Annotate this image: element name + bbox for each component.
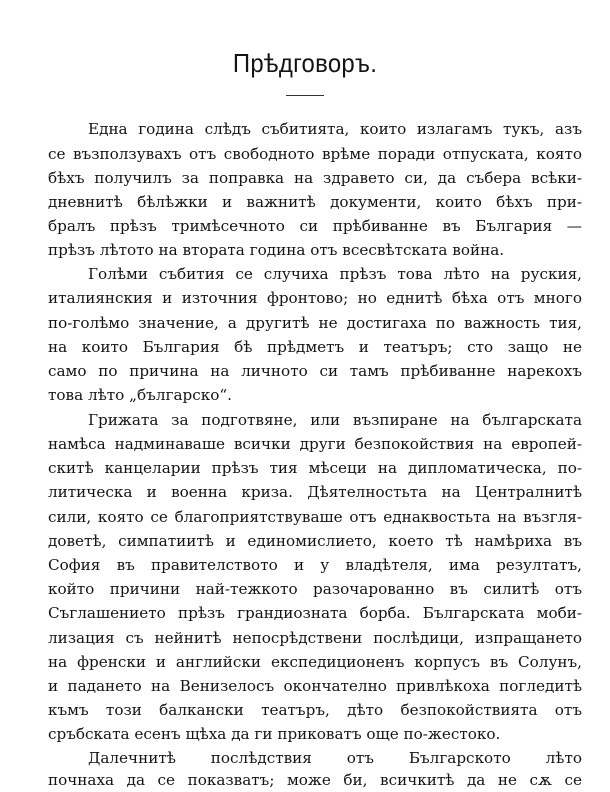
title-divider — [286, 95, 324, 96]
paragraph-2-line-2: италиянския и източния фронтово; но еднитѣ бѣха отъ много — [48, 289, 582, 307]
paragraph-3-line-6: довeтѣ, симпатиитѣ и единомислието, което тѣ намѣриха въ — [48, 532, 582, 550]
paragraph-2-line-4: на които България бѣ прѣдметъ и театъръ; сто защо не — [48, 338, 582, 356]
paragraph-4-line-1: Далечнитѣ послѣдствия отъ Българското лѣто — [88, 749, 582, 767]
paragraph-1-line-6: прѣзъ лѣтото на втората година отъ всесвѣтската война. — [48, 241, 505, 259]
paragraph-3-line-5: сили, която се благоприятствуваше отъ еднаквостьта на възгля- — [48, 508, 582, 526]
paragraph-1-line-4: дневнитѣ бѣлѣжки и важнитѣ документи, които бѣхъ при- — [48, 193, 582, 211]
paragraph-3-line-14: сръбската есенъ щѣха да ги приковатъ още по-жестоко. — [48, 725, 501, 743]
paragraph-3-line-7: София въ правителството и у владѣтеля, има резултатъ, — [48, 556, 582, 574]
paragraph-3-line-12: и падането на Венизелосъ окончателно привлѣкоха погледитѣ — [48, 677, 582, 695]
paragraph-3-line-4: литическа и военна криза. Дѣятелностьта на Централнитѣ — [48, 483, 582, 501]
paragraph-1-line-5: бралъ прѣзъ тримѣсечното си прѣбиванне въ България — — [48, 217, 582, 235]
paragraph-3-line-2: намѣса надминаваше всички други безпокойствия на европей- — [48, 435, 582, 453]
paragraph-2-line-3: по-голѣмо значение, а другитѣ не достигаха по важность тия, — [48, 314, 582, 332]
paragraph-1-line-1: Една година слѣдъ събитията, които излагамъ тукъ, азъ — [88, 120, 582, 138]
paragraph-2-line-5: само по причина на личното си тамъ прѣбиванне нарекохъ — [48, 362, 582, 380]
paragraph-1-line-2: се възползувахъ отъ свободното врѣме поради отпуската, която — [48, 145, 582, 163]
paragraph-2-line-6: това лѣто „българско“. — [48, 386, 232, 404]
paragraph-3-line-8: който причини най-тежкото разочарованно въ силитѣ отъ — [48, 580, 582, 598]
paragraph-2-line-1: Голѣми събития се случиха прѣзъ това лѣто на руския, — [88, 265, 582, 283]
paragraph-3-line-13: къмъ този балкански театъръ, дѣто безпокойствията отъ — [48, 701, 582, 719]
page-title: Прѣдговоръ. — [232, 48, 378, 78]
paragraph-1-line-3: бѣхъ получилъ за поправка на здравето си, да събера всѣки- — [48, 169, 582, 187]
paragraph-4-line-2: почнаха да се показватъ; може би, всичкитѣ да не сѫ се — [48, 771, 582, 789]
paragraph-3-line-3: скитѣ канцеларии прѣзъ тия мѣсеци на дипломатическа, по- — [48, 459, 582, 477]
paragraph-3-line-11: на френски и английски експедиционенъ корпусъ въ Солунъ, — [48, 653, 582, 671]
paragraph-3-line-9: Съглашението прѣзъ грандиозната борба. Българската моби- — [48, 604, 582, 622]
paragraph-3-line-10: лизация съ нейнитѣ непосрѣдствени послѣдици, изпращането — [48, 629, 582, 647]
paragraph-3-line-1: Грижата за подготвяне, или възпиране на българската — [88, 411, 582, 429]
